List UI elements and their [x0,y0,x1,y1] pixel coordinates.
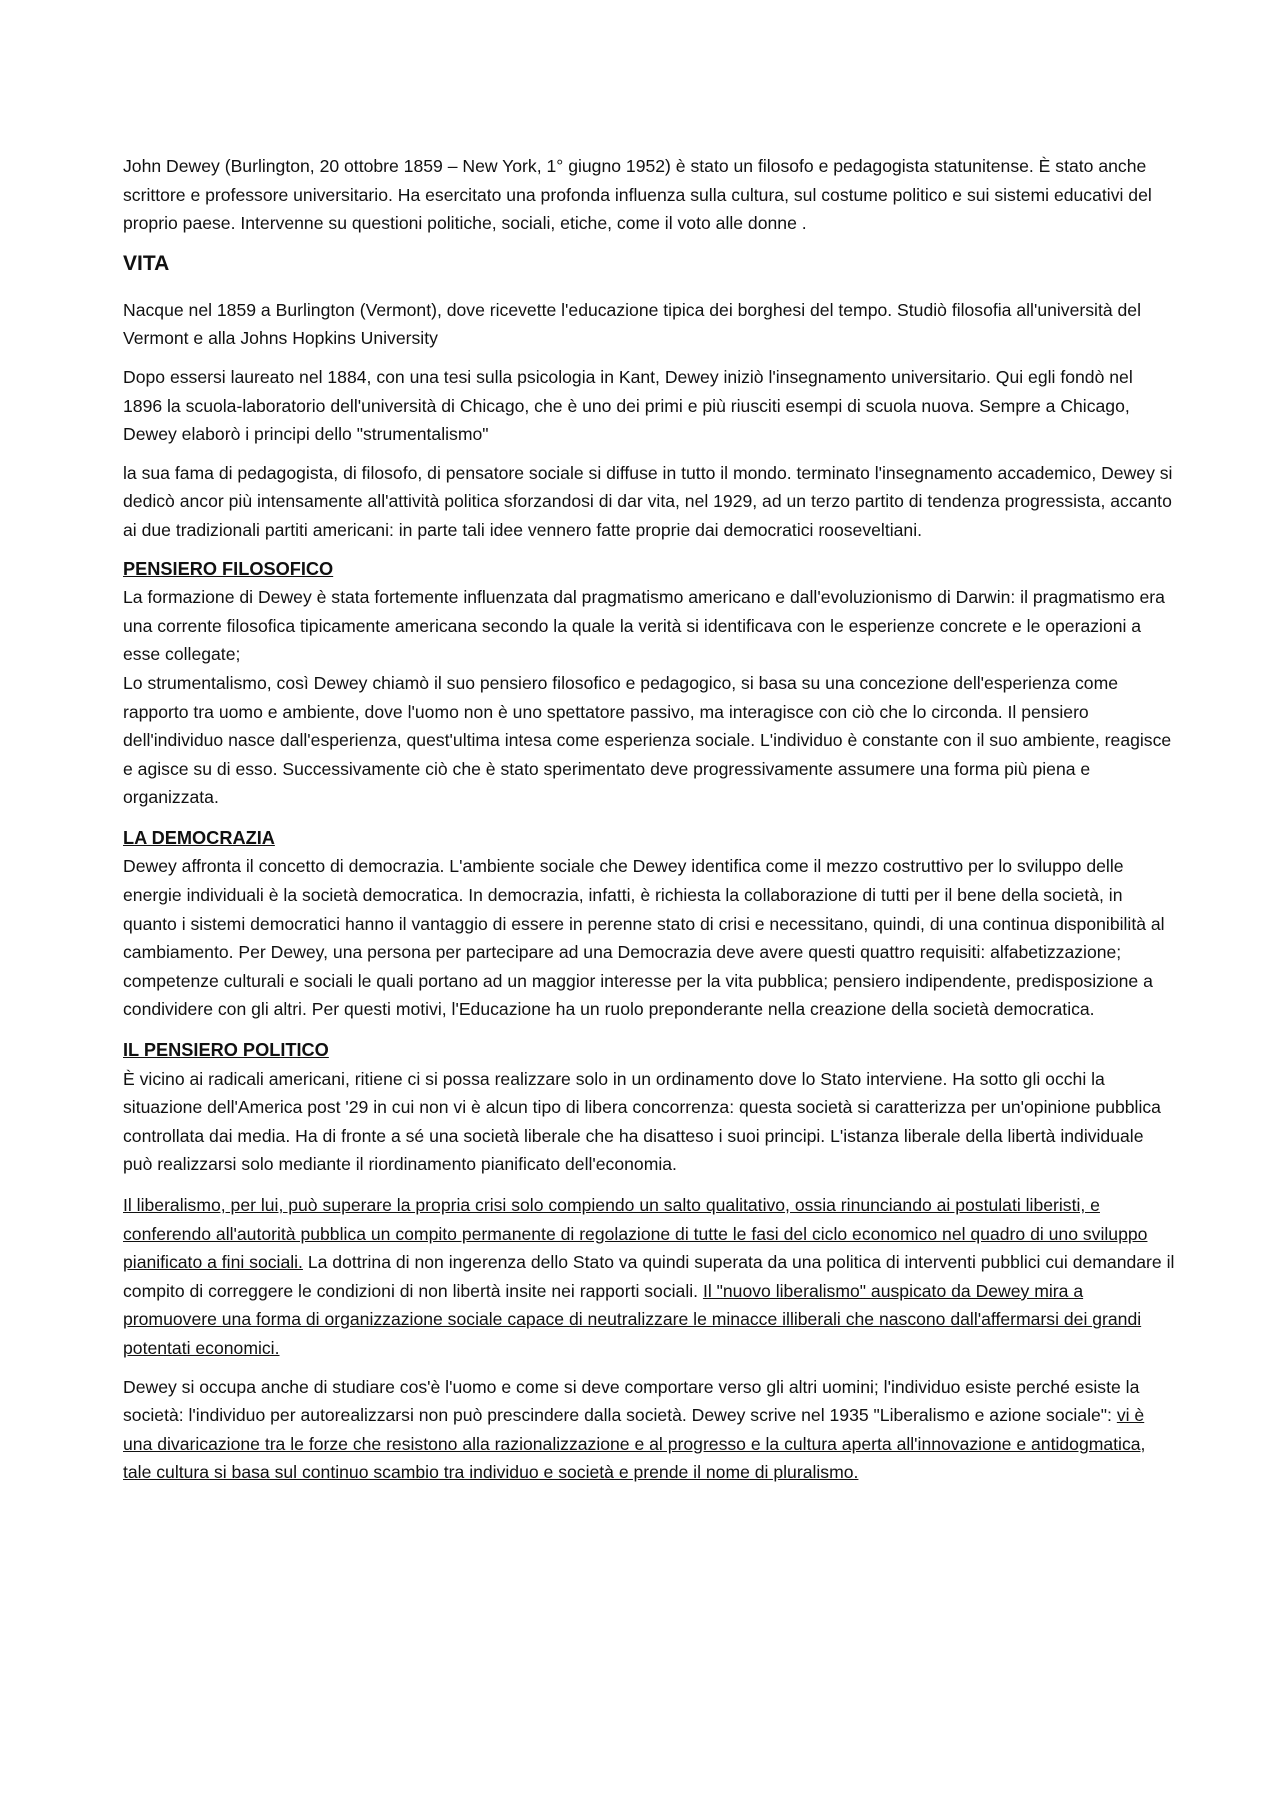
pensiero-paragraph-2: Lo strumentalismo, così Dewey chiamò il suo pensiero filosofico e pedagogico, si basa su una concezione dell'esperienza come rapporto tra uomo e ambiente, dove l'uomo non è uno spettatore passivo, ma interagisce con ciò che lo circonda. Il pensiero dell'individuo nasce dall'esperienza, quest'ultima intesa come esperienza sociale. L'individuo è constante con il suo ambiente, reagisce e agisce su di esso. Successivamente ciò che è stato sperimentato deve progressivamente assumere una forma più piena e organizzata. [123,672,1172,808]
section-title-pensiero-politico: IL PENSIERO POLITICO [123,1040,329,1061]
vita-paragraph-1: Nacque nel 1859 a Burlington (Vermont), dove ricevette l'educazione tipica dei borghesi del tempo. Studiò filosofia all'università del Vermont e alla Johns Hopkins University [123,299,1141,349]
pensiero-block [123,583,1175,812]
intro-paragraph: John Dewey (Burlington, 20 ottobre 1859 – New York, 1° giugno 1952) è stato un filosofo e pedagogista statunitense. È stato anche scrittore e professore universitario. Ha esercitato una profonda influenza sulla cultura, sul costume politico e sui sistemi educativi del proprio paese. Intervenne su questioni politiche, sociali, etiche, come il voto alle donne . [123,156,1152,234]
document-page [123,152,1175,1497]
politico-paragraph-2 [123,1191,1175,1363]
section-title-democrazia: LA DEMOCRAZIA [123,827,275,848]
section-title-vita: VITA [123,251,170,275]
vita-paragraph-2: Dopo essersi laureato nel 1884, con una tesi sulla psicologia in Kant, Dewey iniziò l'insegnamento universitario. Qui egli fondò nel 1896 la scuola-laboratorio dell'università di Chicago, che è uno dei primi e più riusciti esempi di scuola nuova. Sempre a Chicago, Dewey elaborò i principi dello "strumentalismo" [123,366,1133,445]
politico-paragraph-1: È vicino ai radicali americani, ritiene ci si possa realizzare solo in un ordinamento dove lo Stato interviene. Ha sotto gli occhi la situazione dell'America post '29 in cui non vi è alcun tipo di libera concorrenza: questa società si caratterizza per un'opinione pubblica controllata dai media. Ha di fronte a sé una società liberale che ha disatteso i suoi principi. L'istanza liberale della libertà individuale può realizzarsi solo mediante il riordinamento pianificato dell'economia. [123,1068,1161,1175]
vita-paragraph-3: la sua fama di pedagogista, di filosofo, di pensatore sociale si diffuse in tutto il mondo. terminato l'insegnamento accademico, Dewey si dedicò ancor più intensamente all'attività politica sforzandosi di dar vita, nel 1929, ad un terzo partito di tendenza progressista, accanto ai due tradizionali partiti americani: in parte tali idee vennero fatte proprie dai democratici rooseveltiani. [123,462,1173,540]
underlined-text: vi è una divaricazione tra le forze che resistono alla razionalizzazione e al progresso e la cultura aperta all'innovazione e antidogmatica, tale cultura si basa sul continuo scambio tra individuo e società e prende il nome di pluralismo. [123,1405,1146,1483]
pensiero-paragraph-1: La formazione di Dewey è stata fortemente influenzata dal pragmatismo americano e dall'evoluzionismo di Darwin: il pragmatismo era una corrente filosofica tipicamente americana secondo la quale la verità si identificava con le esperienze concrete e le operazioni a esse collegate; [123,587,1165,665]
underlined-text: Il "nuovo liberalismo" auspicato da Dewey mira a promuovere una forma di organizzazione sociale capace di neutralizzare le minacce illiberali che nascono dall'affermarsi dei grandi potentati economici. [123,1280,1142,1358]
politico-paragraph-3 [123,1373,1175,1487]
democrazia-paragraph: Dewey affronta il concetto di democrazia. L'ambiente sociale che Dewey identifica come il mezzo costruttivo per lo sviluppo delle energie individuali è la società democratica. In democrazia, infatti, è richiesta la collaborazione di tutti per il bene della società, in quanto i sistemi democratici hanno il vantaggio di essere in perenne stato di crisi e necessitano, quindi, di una continua disponibilità al cambiamento. Per Dewey, una persona per partecipare ad una Democrazia deve avere questi quattro requisiti: alfabetizzazione; competenze culturali e sociali le quali portano ad un maggior interesse per la vita pubblica; pensiero indipendente, predisposizione a condividere con gli altri. Per questi motivi, l'Educazione ha un ruolo preponderante nella creazione della società democratica. [123,856,1165,1020]
underlined-text: Il liberalismo, per lui, può superare la propria crisi solo compiendo un salto qualitativo, ossia rinunciando ai postulati liberisti, e conferendo all'autorità pubblica un compito permanente di regolazione di tutte le fasi del ciclo economico nel quadro di uno sviluppo pianificato a fini sociali. [123,1195,1148,1273]
plain-text: La dottrina di non ingerenza dello Stato va quindi superata da una politica di interventi pubblici cui demandare il compito di correggere le condizioni di non libertà insite nei rapporti sociali. [123,1252,1175,1301]
plain-text: Dewey si occupa anche di studiare cos'è l'uomo e come si deve comportare verso gli altri uomini; l'individuo esiste perché esiste la società: l'individuo per autorealizzarsi non può prescindere dalla società. Dewey scrive nel 1935 "Liberalismo e azione sociale": [123,1376,1140,1426]
section-title-pensiero-filosofico: PENSIERO FILOSOFICO [123,558,334,579]
